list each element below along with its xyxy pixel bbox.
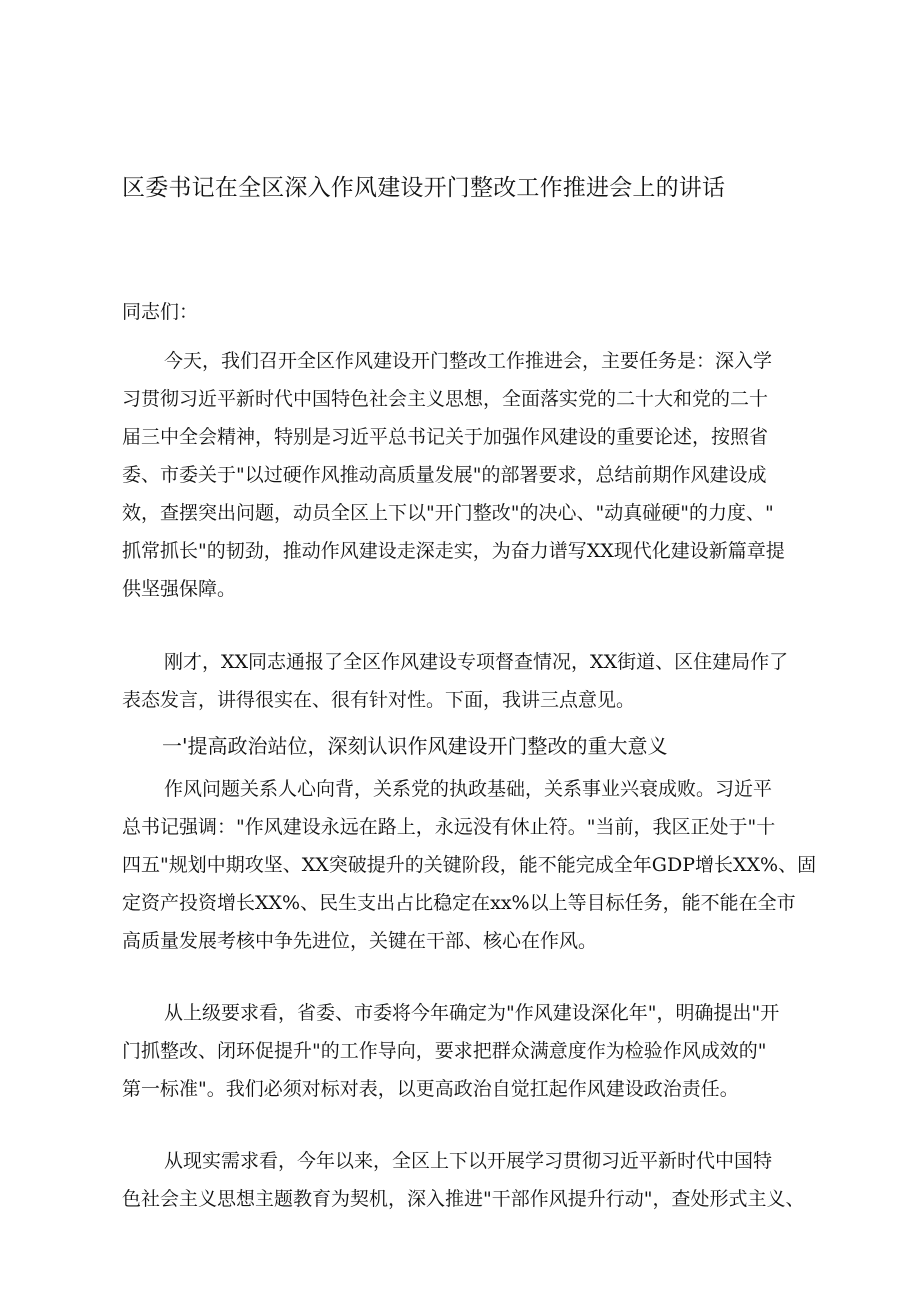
paragraph-line: 从上级要求看，省委、市委将今年确定为"作风建设深化年"，明确提出"开 bbox=[164, 1002, 780, 1024]
paragraph-line: 作风问题关系人心向背，关系党的执政基础，关系事业兴衰成败。习近平 bbox=[164, 778, 773, 800]
paragraph-line: 从现实需求看，今年以来，全区上下以开展学习贯彻习近平新时代中国特 bbox=[164, 1150, 773, 1172]
paragraph-line: 总书记强调："作风建设永远在路上，永远没有休止符。"当前，我区正处于"十 bbox=[122, 816, 776, 838]
paragraph-line: 效，查摆突出问题，动员全区上下以"开门整改"的决心、"动真碰硬"的力度、" bbox=[122, 502, 774, 524]
paragraph-line: 表态发言，讲得很实在、很有针对性。下面，我讲三点意见。 bbox=[122, 689, 636, 711]
salutation: 同志们： bbox=[122, 301, 199, 323]
paragraph-line: 高质量发展考核中争先进位，关键在干部、核心在作风。 bbox=[122, 930, 598, 952]
paragraph-line: 色社会主义思想主题教育为契机，深入推进"干部作风提升行动"，查处形式主义、 bbox=[122, 1188, 805, 1210]
paragraph-line: 第一标准"。我们必须对标对表，以更高政治自觉扛起作风建设政治责任。 bbox=[122, 1078, 739, 1100]
paragraph-line: 届三中全会精神，特别是习近平总书记关于加强作风建设的重要论述，按照省 bbox=[122, 426, 769, 448]
section-heading-1: 一'提高政治站位，深刻认识作风建设开门整改的重大意义 bbox=[162, 734, 668, 758]
paragraph-line: 定资产投资增长XX%、民生支出占比稳定在xx%以上等目标任务，能不能在全市 bbox=[122, 892, 796, 914]
paragraph-line: 供坚强保障。 bbox=[122, 578, 237, 600]
paragraph-line: 今天，我们召开全区作风建设开门整改工作推进会，主要任务是：深入学 bbox=[164, 350, 773, 372]
paragraph-line: 抓常抓长"的韧劲，推动作风建设走深走实，为奋力谱写XX现代化建设新篇章提 bbox=[122, 540, 785, 562]
paragraph-line: 门抓整改、闭环促提升"的工作导向，要求把群众满意度作为检验作风成效的" bbox=[122, 1040, 767, 1062]
paragraph-line: 四五"规划中期攻坚、XX突破提升的关键阶段，能不能完成全年GDP增长XX%、固 bbox=[122, 854, 817, 876]
paragraph-line: 习贯彻习近平新时代中国特色社会主义思想，全面落实党的二十大和党的二十 bbox=[122, 388, 769, 410]
document-title: 区委书记在全区深入作风建设开门整改工作推进会上的讲话 bbox=[122, 175, 726, 201]
paragraph-line: 委、市委关于"以过硬作风推动高质量发展"的部署要求，总结前期作风建设成 bbox=[122, 464, 767, 486]
paragraph-line: 刚才，XX同志通报了全区作风建设专项督查情况，XX街道、区住建局作了 bbox=[164, 651, 789, 673]
